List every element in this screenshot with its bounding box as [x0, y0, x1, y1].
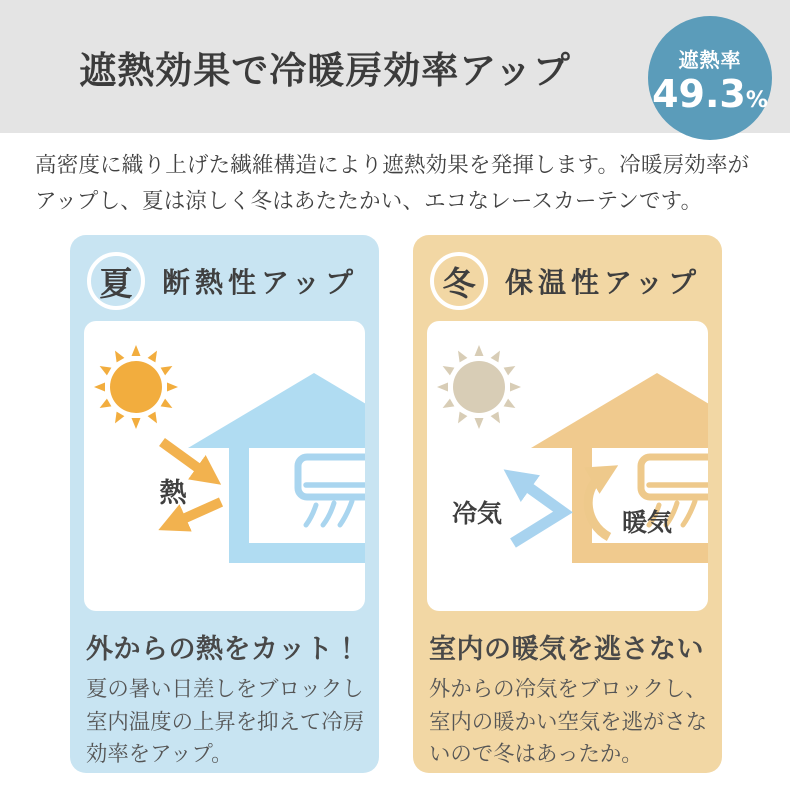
summer-body: 夏の暑い日差しをブロックし室内温度の上昇を抑えて冷房効率をアップ。 — [86, 677, 365, 768]
winter-body: 外からの冷気をブロックし、室内の暖かい空気を逃がさないので冬はあったか。 — [429, 677, 708, 768]
heat-shield-rate-badge — [648, 16, 772, 140]
badge-unit: % — [745, 87, 768, 113]
summer-illustration-card — [84, 321, 365, 611]
badge-label: 遮熱率 — [678, 47, 742, 72]
ac-unit-icon — [298, 457, 365, 525]
winter-season-badge: 冬 — [430, 252, 488, 310]
cold-air-arrow-icon — [513, 479, 563, 543]
winter-heading: 室内の暖気を逃さない — [429, 634, 704, 665]
summer-heading: 外からの熱をカット！ — [86, 634, 361, 665]
comparison-panels — [70, 235, 722, 773]
winter-illustration — [427, 321, 708, 611]
intro-text: 高密度に織り上げた繊維構造により遮熱効果を発揮します。冷暖房効率がアップし、夏は涼しく冬はあたたかい、エコなレースカーテンです。 — [35, 153, 750, 214]
summer-panel-title: 断熱性アップ — [162, 266, 359, 299]
badge-value: 49.3% — [652, 71, 768, 116]
cold-air-label: 冷気 — [451, 499, 503, 528]
summer-panel-header — [87, 252, 365, 310]
winter-panel — [413, 235, 722, 773]
page-title: 遮熱効果で冷暖房効率アップ — [79, 48, 571, 92]
summer-panel — [70, 235, 379, 773]
winter-illustration-card — [427, 321, 708, 611]
heat-label: 熱 — [159, 478, 187, 509]
summer-season-badge: 夏 — [87, 252, 145, 310]
summer-illustration — [84, 321, 365, 611]
warm-air-label: 暖気 — [621, 508, 673, 537]
sun-icon — [437, 345, 521, 429]
sun-icon — [94, 345, 178, 429]
winter-panel-header — [430, 252, 708, 310]
winter-panel-title: 保温性アップ — [505, 266, 702, 299]
